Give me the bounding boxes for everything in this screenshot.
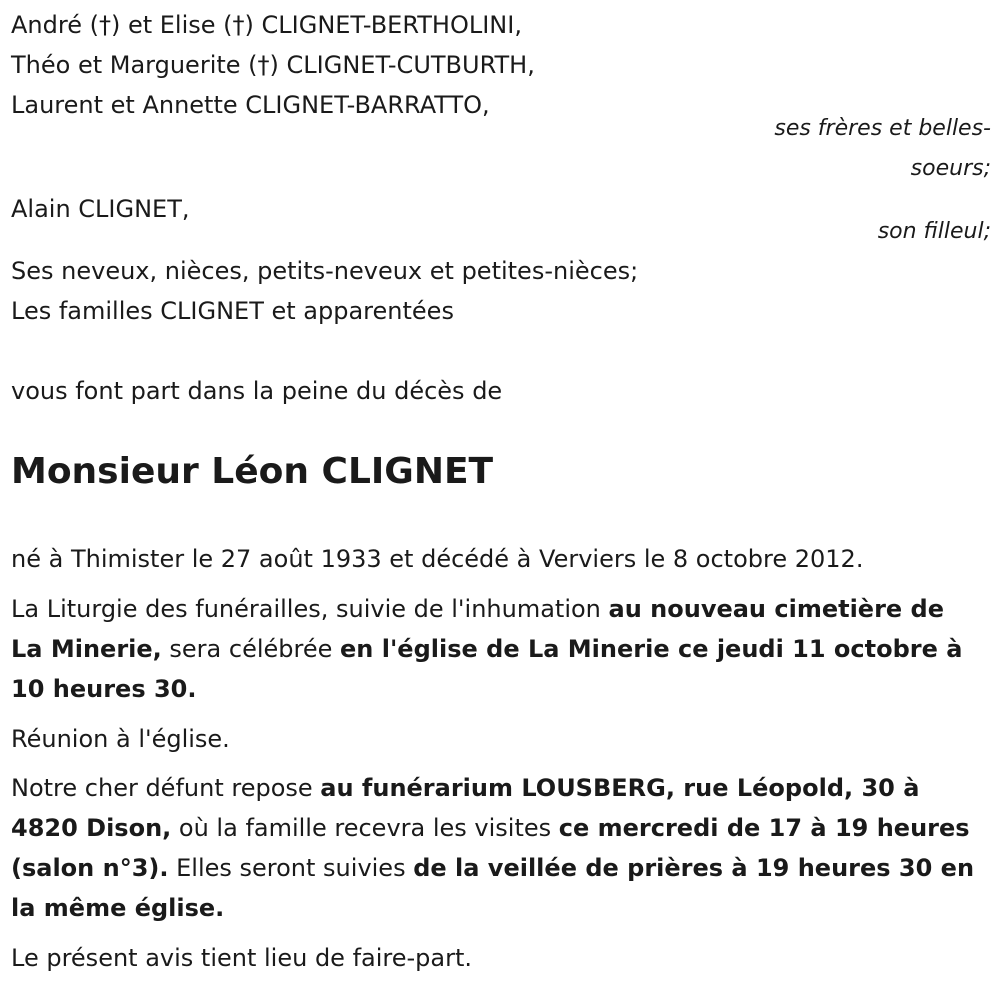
visits-paragraph	[11, 768, 979, 928]
birth-death-line: né à Thimister le 27 août 1933 et décédé à Verviers le 8 octobre 2012.	[11, 545, 864, 573]
family-line-godson: Alain CLIGNET,	[11, 195, 190, 223]
deceased-name: Monsieur Léon CLIGNET	[11, 451, 494, 492]
role-siblings-line-2: soeurs;	[910, 156, 991, 181]
family-line-siblings-3: Laurent et Annette CLIGNET-BARRATTO,	[11, 91, 490, 119]
family-line-siblings-2: Théo et Marguerite (†) CLIGNET-CUTBURTH,	[11, 51, 535, 79]
role-godson: son filleul;	[877, 219, 991, 244]
role-siblings-line-1: ses frères et belles-	[774, 116, 991, 141]
funeral-church-date: en l'église de La Minerie ce jeudi 11 octobre à 10 heures 30.	[11, 635, 963, 703]
family-line-nephews: Ses neveux, nièces, petits-neveux et petites-nièces;	[11, 257, 639, 285]
visits-vigil: de la veillée de prières à 19 heures 30 en la même église.	[11, 854, 975, 922]
visits-text-2: où la famille recevra les visites	[171, 814, 559, 842]
announcement-intro: vous font part dans la peine du décès de	[11, 377, 503, 405]
family-line-siblings-1: André (†) et Elise (†) CLIGNET-BERTHOLINI,	[11, 11, 522, 39]
funeral-cemetery: au nouveau cimetière de La Minerie,	[11, 595, 945, 663]
visits-text-3: Elles seront suivies	[168, 854, 414, 882]
funeral-text-2: sera célébrée	[161, 635, 341, 663]
visits-schedule: ce mercredi de 17 à 19 heures (salon n°3).	[11, 814, 970, 882]
closing-line: Le présent avis tient lieu de faire-part.	[11, 944, 473, 972]
visits-funeral-home: au funérarium LOUSBERG, rue Léopold, 30 à 4820 Dison,	[11, 774, 920, 842]
visits-text-1: Notre cher défunt repose	[11, 774, 321, 802]
meeting-line: Réunion à l'église.	[11, 725, 230, 753]
funeral-text-1: La Liturgie des funérailles, suivie de l'inhumation	[11, 595, 609, 623]
funeral-paragraph	[11, 589, 979, 709]
family-line-families: Les familles CLIGNET et apparentées	[11, 297, 454, 325]
